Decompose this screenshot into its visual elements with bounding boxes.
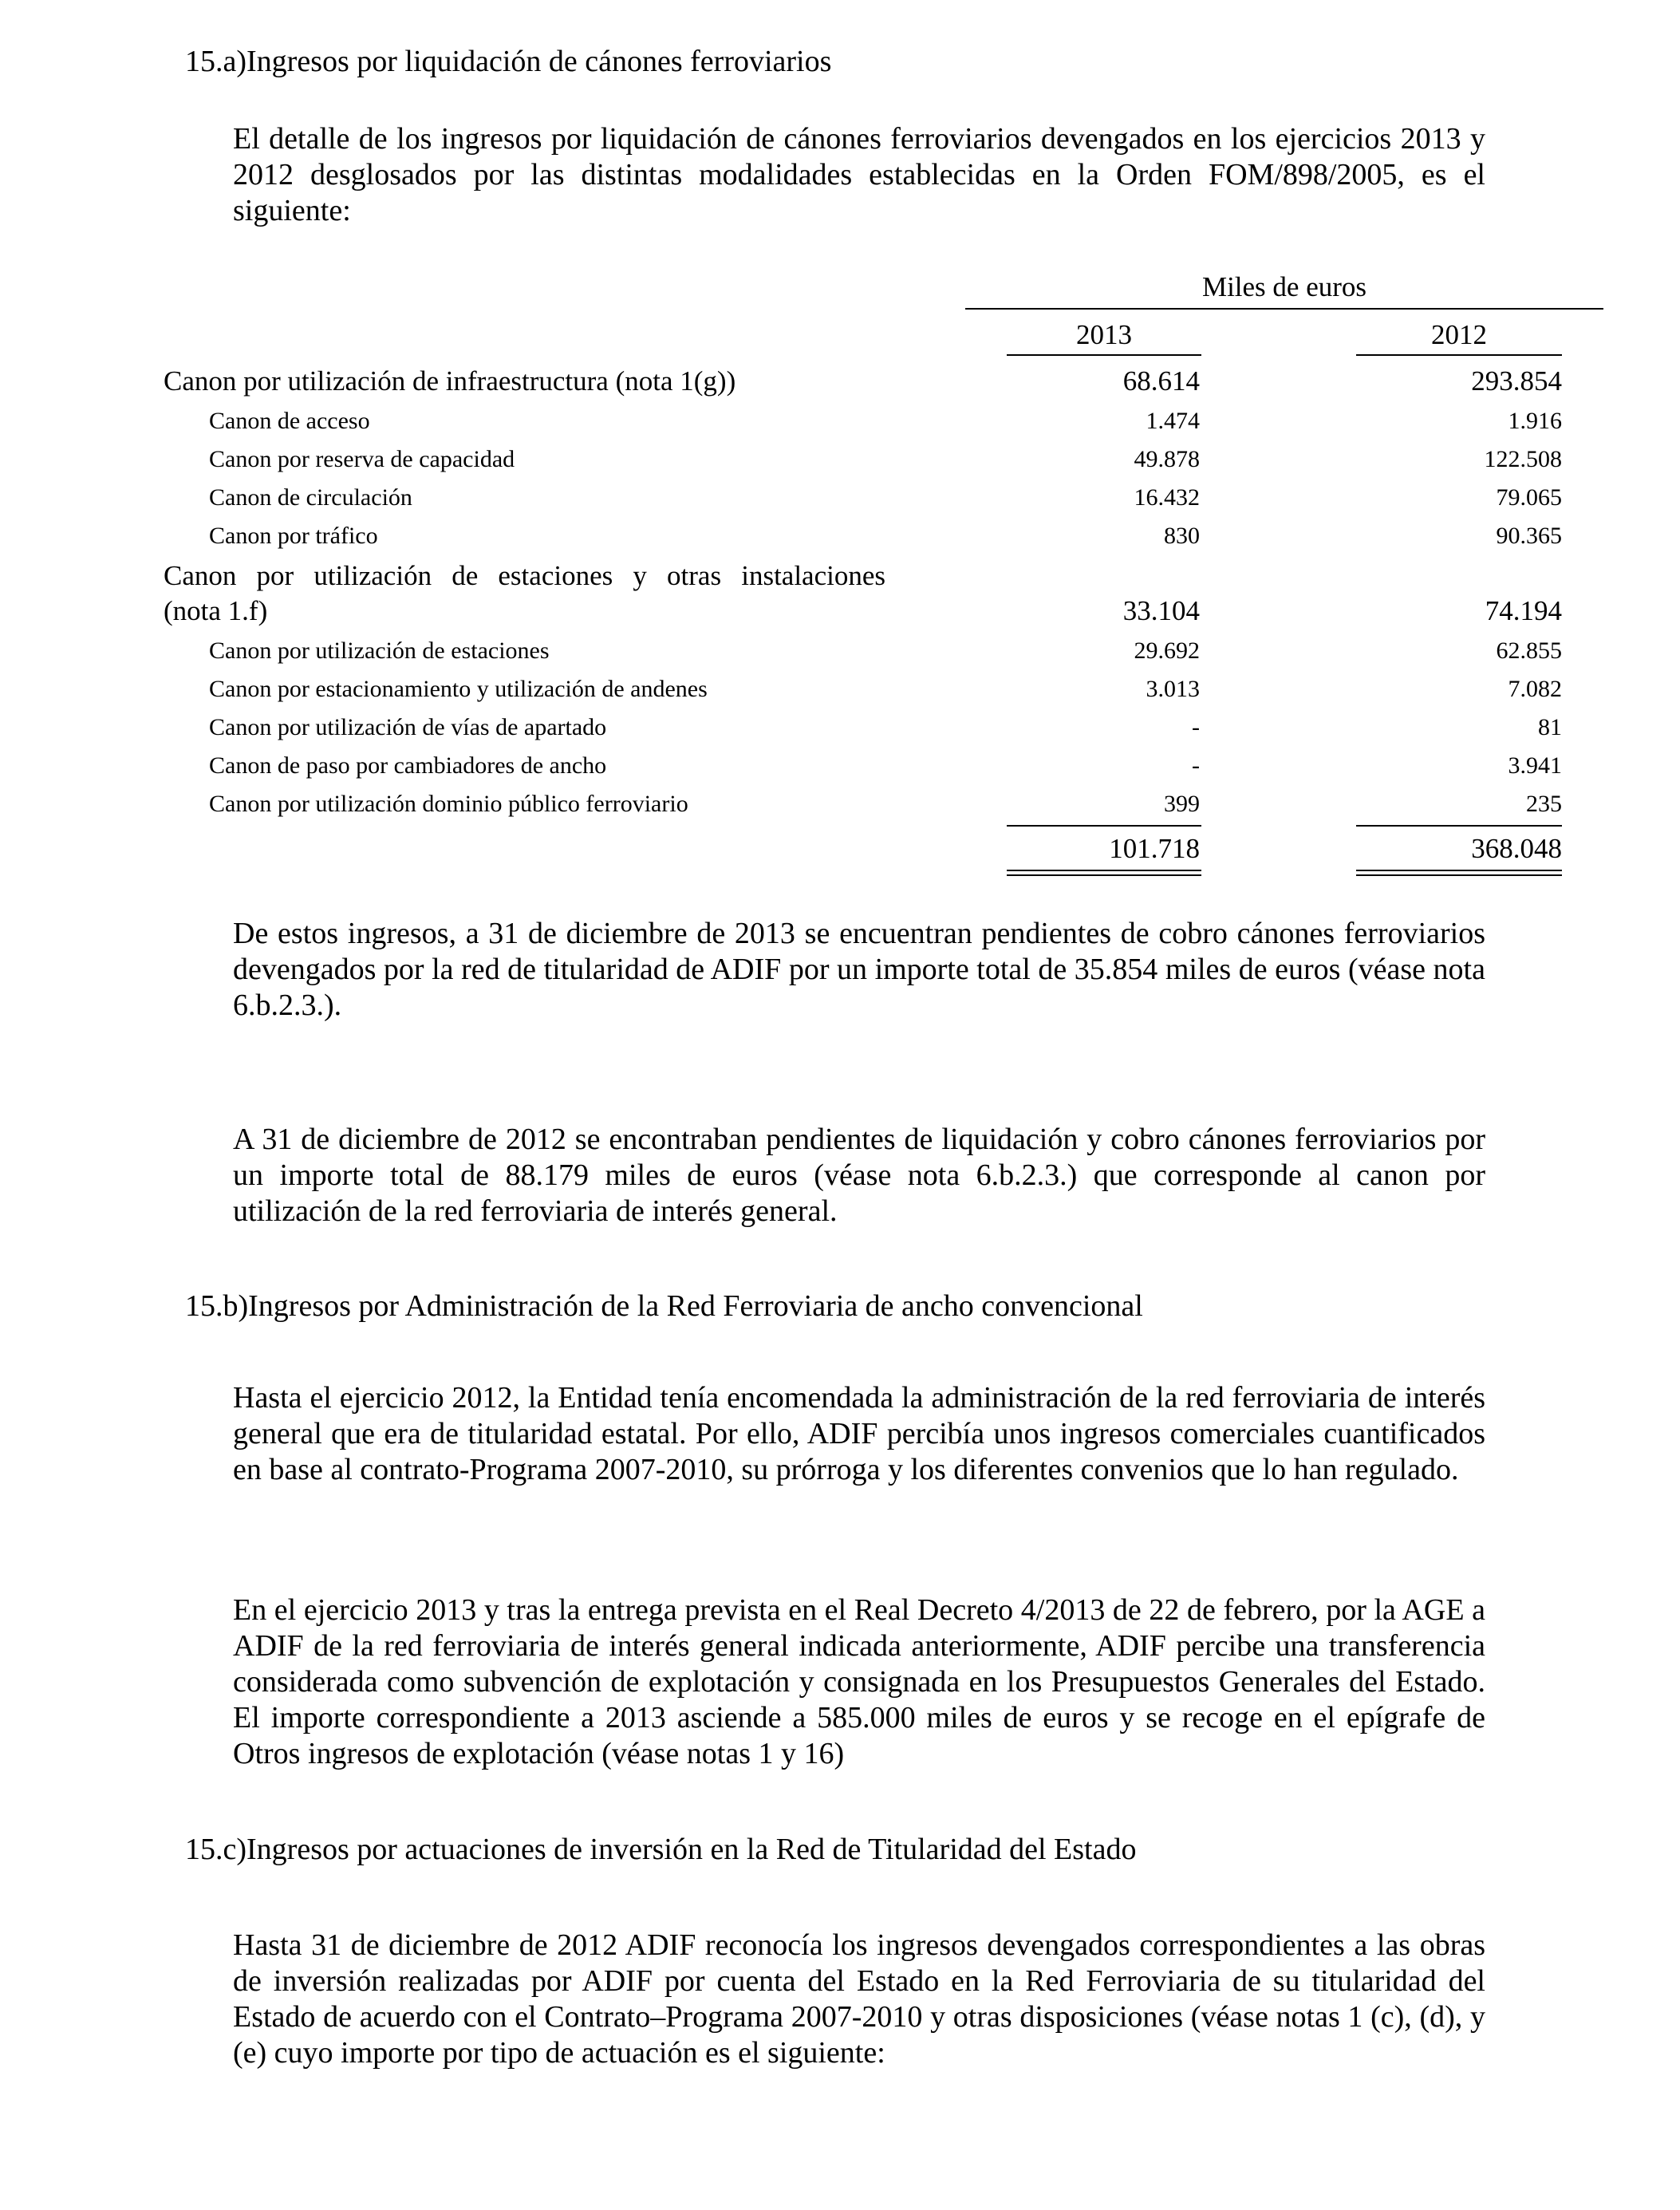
total-2012: 368.048 <box>1471 833 1562 864</box>
row-label <box>164 558 885 629</box>
value-2013: 49.878 <box>1134 446 1200 472</box>
value-2013: - <box>1192 752 1200 779</box>
value-2013: 830 <box>1164 523 1200 549</box>
row-label: Canon por utilización de vías de apartado <box>209 714 607 740</box>
section-b-paragraph-1: Hasta el ejercicio 2012, la Entidad tenía encomendada la administración de la red ferroviaria de interés general que era de titularidad estatal. Por ello, ADIF percibía unos ingresos comerciales cuantificados en base al contrato-Programa 2007-2010, su prórroga y los diferentes convenios que lo han regulado. <box>233 1381 1485 1486</box>
value-2013: - <box>1192 714 1200 740</box>
value-2013: 1.474 <box>1146 408 1200 434</box>
subtotal-rule-2013 <box>1007 825 1201 827</box>
total-2013: 101.718 <box>1109 833 1200 864</box>
total-double-rule-2013 <box>1007 870 1201 876</box>
value-2012: 74.194 <box>1485 595 1562 626</box>
value-2012: 90.365 <box>1496 523 1562 549</box>
value-2012: 81 <box>1538 714 1562 740</box>
section-title-c: 15.c)Ingresos por actuaciones de inversión en la Red de Titularidad del Estado <box>185 1833 1137 1866</box>
year-header-2012: 2012 <box>1356 318 1562 356</box>
value-2012: 7.082 <box>1508 676 1562 702</box>
row-label: Canon por utilización de estaciones <box>209 637 550 664</box>
row-label: Canon por reserva de capacidad <box>209 446 515 472</box>
section-c-paragraph-1: Hasta 31 de diciembre de 2012 ADIF reconocía los ingresos devengados correspondientes a las obras de inversión realizadas por ADIF por cuenta del Estado en la Red Ferroviaria de su titularidad del Estado de acuerdo con el Contrato–Programa 2007-2010 y otras disposiciones (véase notas 1 (c), (d), y (e) cuyo importe por tipo de actuación es el siguiente: <box>233 1928 1485 2070</box>
section-b-paragraph-2: En el ejercicio 2013 y tras la entrega prevista en el Real Decreto 4/2013 de 22 de febrero, por la AGE a ADIF de la red ferroviaria de interés general indicada anteriormente, ADIF percibe una transferencia considerada como subvención de explotación y consignada en los Presupuestos Generales del Estado. El importe correspondiente a 2013 asciende a 585.000 miles de euros y se recoge en el epígrafe de Otros ingresos de explotación (véase notas 1 y 16) <box>233 1593 1485 1770</box>
value-2013: 68.614 <box>1122 365 1200 397</box>
value-2013: 29.692 <box>1134 637 1200 664</box>
intro-paragraph: El detalle de los ingresos por liquidación de cánones ferroviarios devengados en los ejercicios 2013 y 2012 desglosados por las distintas modalidades establecidas en la Orden FOM/898/2005, es el siguiente: <box>233 122 1485 227</box>
value-2012: 62.855 <box>1496 637 1562 664</box>
section-title-a: 15.a)Ingresos por liquidación de cánones ferroviarios <box>185 45 832 78</box>
value-2013: 16.432 <box>1134 484 1200 511</box>
row-label: Canon por utilización dominio público ferroviario <box>209 791 688 817</box>
section-title-b: 15.b)Ingresos por Administración de la Red Ferroviaria de ancho convencional <box>185 1289 1143 1323</box>
pending-2012-paragraph: A 31 de diciembre de 2012 se encontraban pendientes de liquidación y cobro cánones ferroviarios por un importe total de 88.179 miles de euros (véase nota 6.b.2.3.) que corresponde al canon por utilización de la red ferroviaria de interés general. <box>233 1123 1485 1228</box>
row-label-line2: (nota 1.f) <box>164 595 268 626</box>
value-2013: 33.104 <box>1122 595 1200 626</box>
value-2013: 399 <box>1164 791 1200 817</box>
value-2012: 293.854 <box>1471 365 1562 397</box>
row-label: Canon de paso por cambiadores de ancho <box>209 752 607 779</box>
value-2012: 1.916 <box>1508 408 1562 434</box>
row-label: Canon por utilización de infraestructura (nota 1(g)) <box>164 365 736 397</box>
row-label: Canon por estacionamiento y utilización de andenes <box>209 676 708 702</box>
value-2012: 3.941 <box>1508 752 1562 779</box>
row-label: Canon de acceso <box>209 408 370 434</box>
row-label: Canon de circulación <box>209 484 412 511</box>
table-units-header: Miles de euros <box>965 270 1603 310</box>
subtotal-rule-2012 <box>1356 825 1562 827</box>
pending-2013-paragraph: De estos ingresos, a 31 de diciembre de 2013 se encuentran pendientes de cobro cánones ferroviarios devengados por la red de titularidad de ADIF por un importe total de 35.854 miles de euros (véase nota 6.b.2.3.). <box>233 917 1485 1022</box>
value-2012: 122.508 <box>1484 446 1562 472</box>
year-header-2013: 2013 <box>1007 318 1201 356</box>
value-2013: 3.013 <box>1146 676 1200 702</box>
row-label: Canon por tráfico <box>209 523 378 549</box>
total-double-rule-2012 <box>1356 870 1562 876</box>
value-2012: 235 <box>1526 791 1562 817</box>
row-label-line1: Canon por utilización de estaciones y otras instalaciones <box>164 560 885 591</box>
value-2012: 79.065 <box>1496 484 1562 511</box>
